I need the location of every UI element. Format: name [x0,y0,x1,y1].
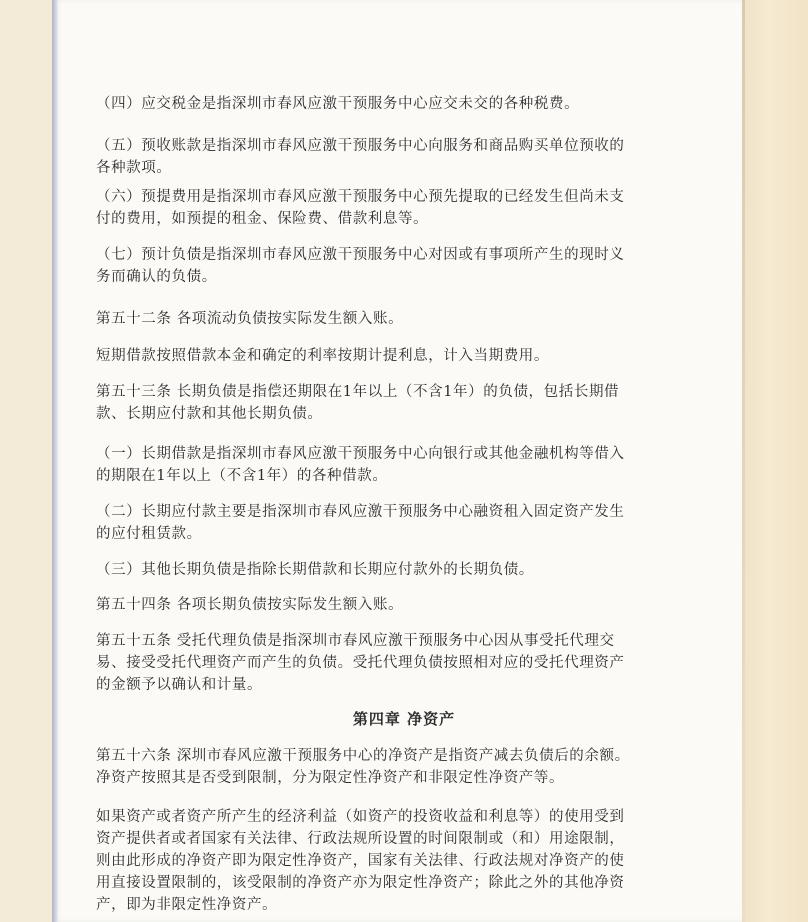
paragraph-4-taxes: （四）应交税金是指深圳市春风应激干预服务中心应交未交的各种税费。 [96,96,580,112]
paragraph-3-other-long-term-liabilities: （三）其他长期负债是指除长期借款和长期应付款外的长期负债。 [96,562,534,578]
paragraph-7-estimated-liabilities: （七）预计负债是指深圳市春风应激干预服务中心对因或有事项所产生的现时义务而确认的负债。 [96,247,625,285]
paragraph-2-long-term-payables: （二）长期应付款主要是指深圳市春风应激干预服务中心融资租入固定资产发生的应付租赁款。 [96,504,625,542]
paragraph-1-long-term-loans: （一）长期借款是指深圳市春风应激干预服务中心向银行或其他金融机构等借入的期限在1年以上（不含1年）的各种借款。 [96,446,625,484]
article-54: 第五十四条 各项长期负债按实际发生额入账。 [96,597,404,613]
article-53: 第五十三条 长期负债是指偿还期限在1年以上（不含1年）的负债，包括长期借款、长期应付款和其他长期负债。 [96,384,620,422]
paragraph-5-advance-receipts: （五）预收账款是指深圳市春风应激干预服务中心向服务和商品购买单位预收的各种款项。 [96,138,625,176]
article-56: 第五十六条 深圳市春风应激干预服务中心的净资产是指资产减去负债后的余额。净资产按照其是否受到限制，分为限定性净资产和非限定性净资产等。 [96,748,630,786]
page-edge-shadow [742,0,808,922]
restricted-net-assets-paragraph: 如果资产或者资产所产生的经济利益（如资产的投资收益和利息等）的使用受到资产提供者或者国家有关法律、行政法规所设置的时间限制或（和）用途限制，则由此形成的净资产即为限定性净资产，国家有关法律、行政法规对净资产的使用直接设置限制的，该受限制的净资产亦为限定性净资产；除此之外的其他净资产，即为非限定性净资产。 [96,809,625,913]
chapter-heading: 第四章 净资产 [352,710,456,728]
paragraph-6-accrued-expenses: （六）预提费用是指深圳市春风应激干预服务中心预先提取的已经发生但尚未支付的费用，如预提的租金、保险费、借款利息等。 [96,189,625,227]
article-52: 第五十二条 各项流动负债按实际发生额入账。 [96,311,404,327]
article-55: 第五十五条 受托代理负债是指深圳市春风应激干预服务中心因从事受托代理交易、接受受托代理资产而产生的负债。受托代理负债按照相对应的受托代理资产的金额予以确认和计量。 [96,633,625,693]
short-term-loans: 短期借款按照借款本金和确定的利率按期计提利息，计入当期费用。 [96,348,549,364]
